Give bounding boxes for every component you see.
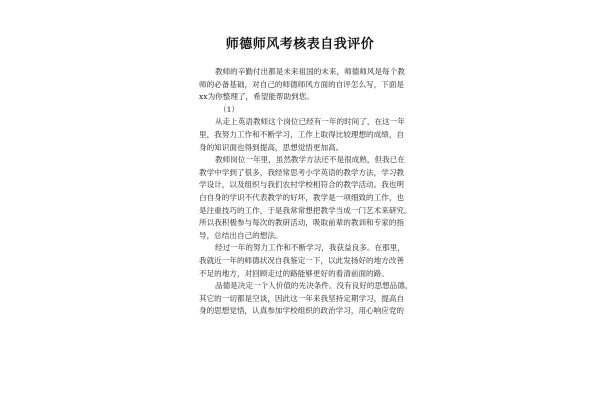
text-line: xx为你整理了，希望能帮助到您。 (199, 92, 314, 102)
text-line: 所以我积极参与每次的教研活动，吸取前辈的教训和专家的指 (199, 218, 405, 228)
text-line: 教师的辛勤付出都是未来祖国的未来，师德师风是每个教 (215, 67, 405, 76)
text-line: 里，我努力工作和不断学习，工作上取得比较理想的成绩，自 (199, 129, 405, 139)
text-line: 品德是决定一个人价值的先决条件。没有良好的思想品德， (215, 281, 413, 291)
text-line: 从走上英语教师这个岗位已经有一年的时间了，在这一年 (215, 117, 405, 127)
document-title: 师德师风考核表自我评价 (225, 37, 375, 52)
text-line: 导，总结出自己的想法。 (199, 230, 283, 240)
text-line: 学设计，以及组织与我们农村学校相符合的教学活动。我也明 (199, 180, 405, 190)
text-line: 教学中学到了很多，我经常思考小学英语的教学方法，学习教 (199, 167, 405, 177)
text-line: 身的知识面也得到提高，思想觉悟更加高。 (199, 142, 344, 152)
text-line: 是注重技巧的工作，于是我常常想把教学当成一门艺术来研究。 (199, 205, 412, 215)
text-line: 经过一年的努力工作和不断学习，我获益良多。在那里， (215, 243, 405, 253)
text-line: 我就近一年的师德状况自我鉴定一下，以此发扬好的地方改善 (199, 255, 405, 265)
text-line: 白自身的学识不代表教学的好坏，教学是一项细致的工作，也 (199, 192, 405, 202)
text-line: 不足的地方，对回顾走过的路能够更好的看清前面的路。 (199, 268, 389, 278)
text-line: 身的思想觉悟，认真参加学校组织的政治学习，用心响应党的 (199, 306, 405, 316)
text-line: 教师岗位一年里，虽然教学方法还不是很成熟，但我已在 (215, 155, 405, 165)
text-line: 师的必备基础，对自己的师德师风方面的自评怎么写，下面是 (199, 79, 405, 89)
text-line: （1） (219, 104, 240, 114)
document-body (199, 66, 413, 318)
text-line: 其它的一切都是空谈，因此这一年来我坚持定期学习，提高自 (199, 293, 405, 303)
